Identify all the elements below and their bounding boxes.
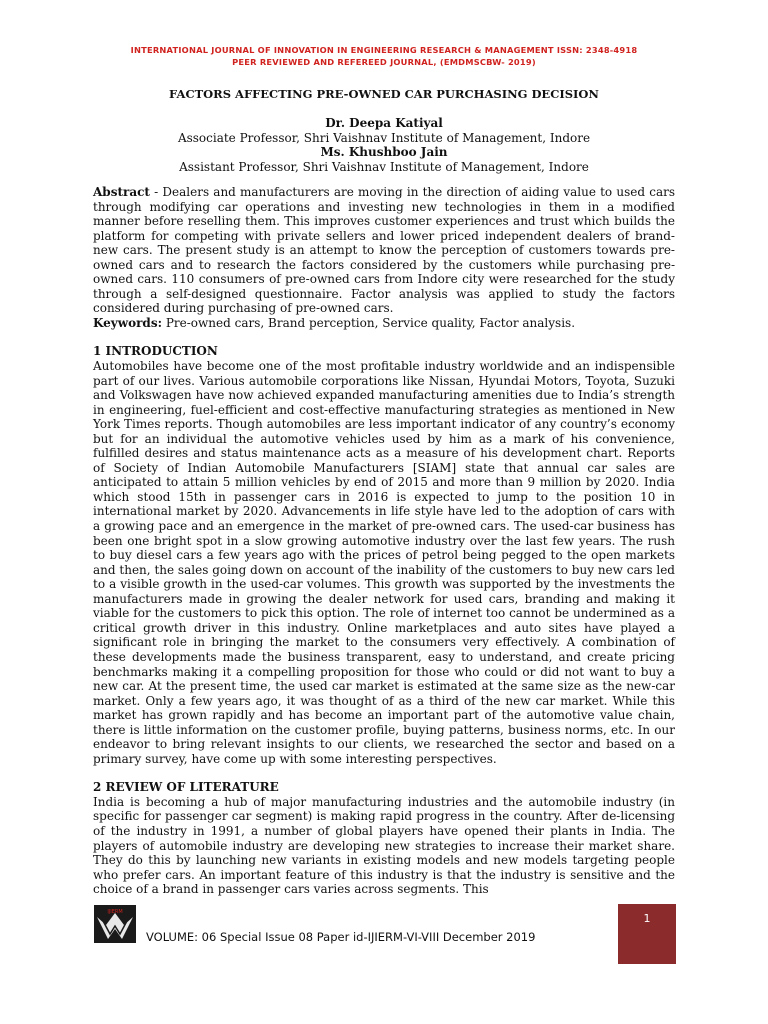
paper-body — [93, 185, 675, 897]
abstract-label: Abstract — [93, 185, 150, 199]
journal-header-line1: INTERNATIONAL JOURNAL OF INNOVATION IN ENGINEERING RESEARCH & MANAGEMENT ISSN: 2348-4918 — [130, 45, 638, 55]
abstract-text: - Dealers and manufacturers are moving in the direction of aiding value to used cars through modifying car operations and investing new technologies in them in a modified manner before reselling them. This improves customer experiences and trust which builds the platform for competing with private sellers and lower priced independent dealers of brand-new cars. The present study is an attempt to know the perception of customers towards pre-owned cars and to research the factors considered by the customers while purchasing pre-owned cars. 110 consumers of pre-owned cars from Indore city were researched for the study through a self-designed questionnaire. Factor analysis was applied to study the factors considered during purchasing of pre-owned cars. — [93, 185, 675, 316]
page-number-box — [618, 904, 676, 964]
journal-logo — [94, 905, 136, 943]
paper-title: FACTORS AFFECTING PRE-OWNED CAR PURCHASING DECISION — [169, 87, 599, 101]
section-heading-introduction: 1 INTRODUCTION — [93, 344, 218, 359]
page-number: 1 — [643, 912, 651, 925]
abstract-paragraph — [93, 185, 675, 316]
journal-header-line2: PEER REVIEWED AND REFEREED JOURNAL, (EMDMSCBW- 2019) — [232, 57, 536, 67]
author-name-2: Ms. Khushboo Jain — [320, 145, 448, 159]
footer-volume-info: VOLUME: 06 Special Issue 08 Paper id-IJIERM-VI-VIII December 2019 — [146, 930, 536, 944]
keywords-label: Keywords: — [93, 315, 163, 330]
section-text-introduction: Automobiles have become one of the most profitable industry worldwide and an indispensible part of our lives. Various automobile corporations like Nissan, Hyundai Motors, Toyota, Suzuki and Volkswagen have now achieved expanded manufacturing amenities due to India’s strength in engineering, fuel-efficient and cost-effective manufacturing strategies as mentioned in New York Times reports. Though automobiles are less important indicator of any country’s economy but for an individual the automotive vehicles used by him as a mark of his convenience, fulfilled desires and status maintenance acts as a measure of his development chart. Reports of Society of Indian Automobile Manufacturers [SIAM] state that annual car sales are anticipated to attain 5 million vehicles by end of 2015 and more than 9 million by 2020. India which stood 15th in passenger cars in 2016 is expected to jump to the position 10 in international market by 2020. Advancements in life style have led to the adoption of cars with a growing pace and an emergence in the market of pre-owned cars. The used-car business has been one bright spot in a slow growing automotive industry over the last few years. The rush to buy diesel cars a few years ago with the prices of petrol being pegged to the open markets and then, the sales going down on account of the inability of the customers to buy new cars led to a visible growth in the used-car volumes. This growth was supported by the investments the manufacturers made in growing the dealer network for used cars, branding and making it viable for the customers to pick this option. The role of internet too cannot be undermined as a critical growth driver in this industry. Online marketplaces and auto sites have played a significant role in bringing the market to the consumers very effectively. A combination of these developments made the business transparent, easy to understand, and create pricing benchmarks making it a compelling proposition for those who could or did not want to buy a new car. At the present time, the used car market is estimated at the same size as the new-car market. Only a few years ago, it was thought of as a third of the new car market. While this market has grown rapidly and has become an important part of the automotive value chain, there is little information on the customer profile, buying patterns, business norms, etc. In our endeavor to bring relevant insights to our clients, we researched the sector and based on a primary survey, have come up with some interesting perspectives. — [93, 359, 675, 766]
section-text-literature-review: India is becoming a hub of major manufacturing industries and the automobile industry (in specific for passenger car segment) is making rapid progress in the country. After de-licensing of the industry in 1991, a number of global players have opened their plants in India. The players of automobile industry are developing new strategies to increase their market share. They do this by launching new variants in existing models and new models targeting people who prefer cars. An important feature of this industry is that the industry is sensitive and the choice of a brand in passenger cars varies across segments. This — [93, 794, 675, 897]
logo-text: IJIERM — [107, 909, 123, 915]
section-heading-literature-review: 2 REVIEW OF LITERATURE — [93, 780, 279, 795]
author-affiliation-1: Associate Professor, Shri Vaishnav Institute of Management, Indore — [177, 130, 591, 145]
author-block — [0, 116, 768, 174]
author-affiliation-2: Assistant Professor, Shri Vaishnav Institute of Management, Indore — [179, 159, 589, 174]
author-name-1: Dr. Deepa Katiyal — [325, 116, 443, 130]
keywords-paragraph — [93, 316, 675, 331]
keywords-text: Pre-owned cars, Brand perception, Service quality, Factor analysis. — [162, 315, 576, 330]
